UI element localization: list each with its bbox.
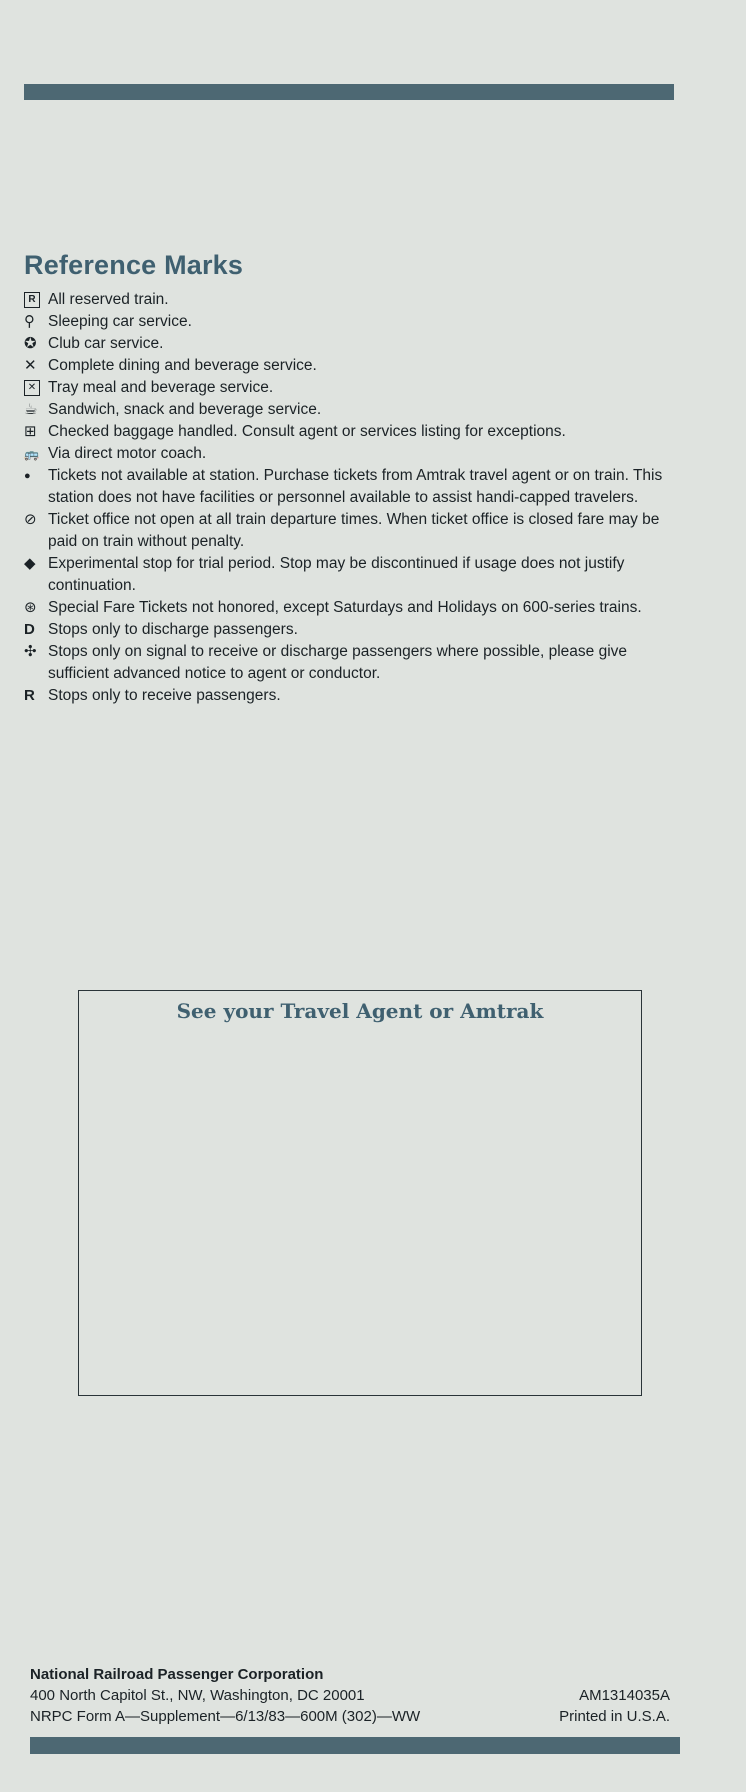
reference-mark-item xyxy=(24,619,664,641)
tray-meal-box-icon: ✕ xyxy=(24,380,40,396)
reference-mark-item xyxy=(24,465,664,509)
reference-mark-text: Stops only to discharge passengers. xyxy=(48,621,298,638)
reference-mark-text: Checked baggage handled. Consult agent or services listing for exceptions. xyxy=(48,423,566,440)
bottom-rule-bar xyxy=(30,1737,680,1754)
reference-mark-item xyxy=(24,509,664,553)
reference-marks-title: Reference Marks xyxy=(24,250,244,280)
travel-agent-heading: See your Travel Agent or Amtrak xyxy=(176,999,544,1023)
reference-mark-text: Via direct motor coach. xyxy=(48,445,207,462)
reference-mark-text: Stops only on signal to receive or discharge passengers where possible, please give sufficient advanced notice to agent or conductor. xyxy=(48,643,628,682)
reference-mark-item xyxy=(24,311,664,333)
reference-mark-item xyxy=(24,685,664,707)
reference-mark-text: Tray meal and beverage service. xyxy=(48,379,274,396)
reference-mark-item xyxy=(24,399,664,421)
reference-mark-item xyxy=(24,597,664,619)
reference-mark-text: Tickets not available at station. Purchase tickets from Amtrak travel agent or on train. This station does not have facilities or personnel available to assist handi-capped travelers. xyxy=(48,467,663,506)
bullet-icon: ● xyxy=(24,470,31,482)
letter-r-icon: R xyxy=(24,687,35,704)
reference-mark-text: Special Fare Tickets not honored, except Saturdays and Holidays on 600-series trains. xyxy=(48,599,642,616)
footer-address: 400 North Capitol St., NW, Washington, DC 20001 xyxy=(30,1687,365,1704)
reference-mark-text: Sandwich, snack and beverage service. xyxy=(48,401,322,418)
club-car-icon: ✪ xyxy=(24,335,37,352)
reference-mark-text: All reserved train. xyxy=(48,291,169,308)
reference-mark-text: Stops only to receive passengers. xyxy=(48,687,281,704)
reference-marks-list xyxy=(24,289,664,707)
reference-mark-text: Ticket office not open at all train departure times. When ticket office is closed fare may be paid on train without penalty. xyxy=(48,511,660,550)
reference-mark-text: Sleeping car service. xyxy=(48,313,192,330)
footer-organization: National Railroad Passenger Corporation xyxy=(30,1666,324,1683)
diamond-icon: ◆ xyxy=(24,555,36,572)
reference-mark-item xyxy=(24,553,664,597)
reference-mark-item xyxy=(24,641,664,685)
reference-mark-text: Experimental stop for trial period. Stop may be discontinued if usage does not justify continuation. xyxy=(48,555,625,594)
reference-mark-item xyxy=(24,377,664,399)
reference-mark-item xyxy=(24,289,664,311)
baggage-icon: ⊞ xyxy=(24,423,37,440)
top-rule-bar xyxy=(24,84,674,100)
dining-icon: ✕ xyxy=(24,357,37,374)
reference-mark-item xyxy=(24,333,664,355)
motor-coach-icon: 🚌 xyxy=(24,447,39,461)
footer-printed: Printed in U.S.A. xyxy=(559,1708,670,1725)
special-fare-icon: ⊛ xyxy=(24,599,37,616)
reference-mark-item xyxy=(24,443,664,465)
letter-d-icon: D xyxy=(24,621,35,638)
reference-mark-text: Club car service. xyxy=(48,335,164,352)
sleeping-car-icon: ⚲ xyxy=(24,313,35,330)
reference-mark-item xyxy=(24,421,664,443)
footer-form: NRPC Form A—Supplement—6/13/83—600M (302)—WW xyxy=(30,1708,421,1725)
travel-agent-box xyxy=(78,990,642,1396)
ticket-office-icon: ⊘ xyxy=(24,511,37,528)
reference-mark-item xyxy=(24,355,664,377)
footer-code: AM1314035A xyxy=(579,1687,670,1704)
reserved-box-icon: R xyxy=(24,292,40,308)
snack-cup-icon: ☕ xyxy=(24,401,38,418)
reference-mark-text: Complete dining and beverage service. xyxy=(48,357,317,374)
footer xyxy=(30,1664,670,1727)
signal-stop-icon: ✣ xyxy=(24,643,37,660)
